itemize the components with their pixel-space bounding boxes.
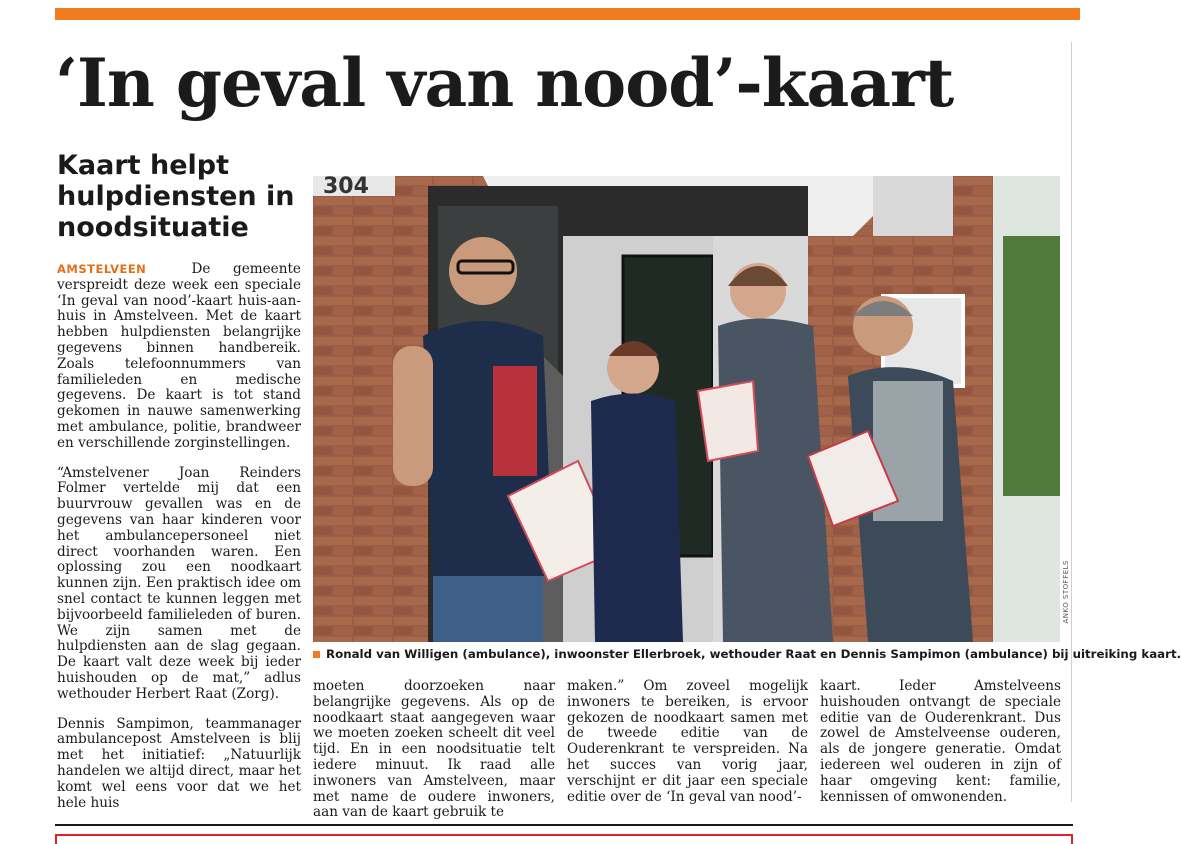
column-4-text: kaart. Ieder Amstelveens huishouden ontvangt de speciale editie van de Ouderenkrant. Dus zowel de Amstelveense ouderen, als de jongere generatie. Omdat iedereen wel ouderen in zijn of haar omgeving kent: familie, kennissen of omwonenden. — [820, 678, 1061, 805]
article-column-4 — [820, 679, 1061, 819]
bottom-rule — [55, 824, 1073, 826]
headline: ‘In geval van nood’-kaart — [55, 44, 954, 122]
top-accent-bar — [55, 8, 1080, 20]
paragraph-1 — [57, 262, 301, 452]
column-rule — [1071, 42, 1072, 802]
subheadline: Kaart helpt hulpdiensten in noodsituatie — [57, 150, 295, 243]
caption-text: Ronald van Willigen (ambulance), inwoonster Ellerbroek, wethouder Raat en Dennis Sampimon (ambulance) bij uitreiking kaart. — [326, 647, 1181, 661]
photo-scene — [313, 176, 1060, 642]
article-column-2 — [313, 679, 555, 835]
photo-credit: ANKO STOFFELS — [1062, 560, 1070, 624]
article-column-3 — [567, 679, 808, 819]
article-photo — [313, 176, 1060, 642]
next-article-border — [55, 834, 1073, 844]
column-3-text: maken.” Om zoveel mogelijk inwoners te bereiken, is ervoor gekozen de noodkaart samen met de tweede editie van de Ouderenkrant te verspreiden. Na het succes van vorig jaar, verschijnt er dit jaar een speciale editie over de ‘In geval van nood’- — [567, 678, 808, 805]
paragraph-2: “Amstelvener Joan Reinders Folmer vertelde mij dat een buurvrouw gevallen was en de gegevens van haar kinderen voor het ambulancepersoneel niet direct voorhanden waren. Een oplossing zou een noodkaart kunnen zijn. Een praktisch idee om snel contact te kunnen leggen met bijvoorbeeld familieleden of buren. We zijn samen met de hulpdiensten aan de slag gegaan. De kaart valt deze week bij ieder huishouden op de mat,” adlus wethouder Herbert Raat (Zorg). — [57, 464, 301, 702]
paragraph-1-text: De gemeente verspreidt deze week een speciale ‘In geval van nood’-kaart huis-aan-huis in Amstelveen. Met de kaart hebben hulpdiensten belangrijke gegevens binnen handbereik. Zoals telefoonnummers van familieleden en medische gegevens. De kaart is tot stand gekomen in nauwe samenwerking met ambulance, politie, brandweer en verschillende zorginstellingen. — [57, 261, 301, 451]
column-2-text: moeten doorzoeken naar belangrijke gegevens. Als op de noodkaart staat aangegeven waar we moeten zoeken scheelt dit veel tijd. En in een noodsituatie telt iedere minuut. Ik raad alle inwoners van Amstelveen, maar met name de oudere inwoners, aan van de kaart gebruik te — [313, 678, 555, 821]
dateline: AMSTELVEEN — [57, 262, 147, 276]
article-column-1 — [57, 262, 301, 825]
paragraph-3: Dennis Sampimon, teammanager ambulancepost Amstelveen is blij met het initiatief: „Natuurlijk handelen we altijd direct, maar het komt wel eens voor dat we het hele huis — [57, 715, 301, 811]
photo-caption — [313, 646, 1181, 662]
house-number: 304 — [323, 174, 369, 199]
caption-bullet-icon — [313, 651, 320, 658]
